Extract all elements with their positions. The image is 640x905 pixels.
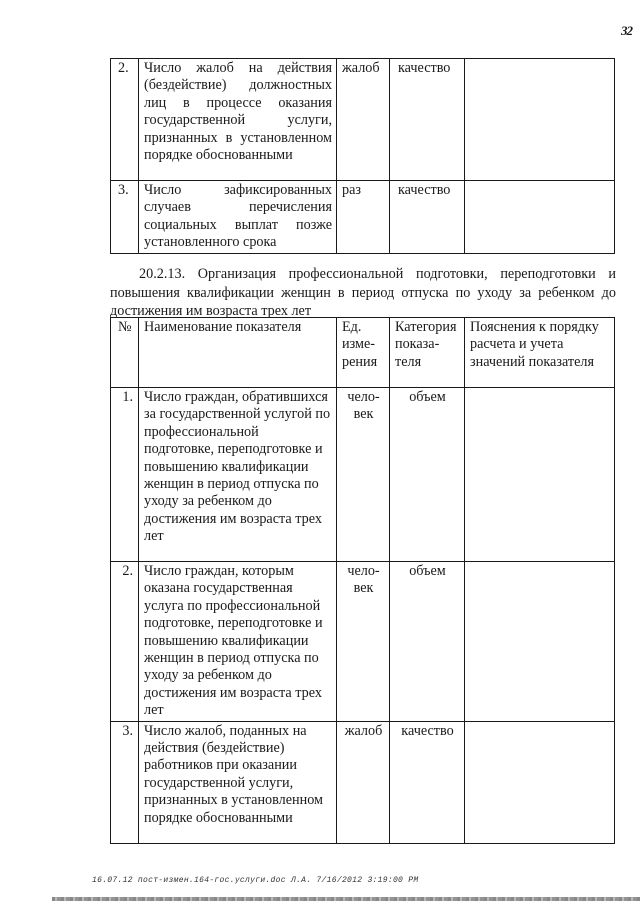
table-row (111, 59, 615, 181)
document-footer: 16.07.12 пост-измен.164-гос.услуги.doc Л.А. 7/16/2012 3:19:00 PM (92, 876, 419, 885)
indicator-name: Число жалоб, поданных на действия (бездействие) работников при оказании государственной услуги, признанных в установленном порядке обоснованными (139, 721, 337, 843)
header-note: Пояснения к порядку расчета и учета значений показателя (465, 318, 615, 388)
indicator-category: качество (390, 721, 465, 843)
indicator-note (465, 59, 615, 181)
row-number: 1. (111, 388, 139, 562)
header-category: Категория показа-теля (390, 318, 465, 388)
indicator-name: Число граждан, которым оказана государственная услуга по профессиональной подготовке, переподготовке и повышению квалификации женщин в период отпуска по уходу за ребенком до достижения им возраста трех лет (139, 562, 337, 722)
indicator-unit: жалоб (337, 721, 390, 843)
table-row (111, 721, 615, 843)
indicator-category: качество (390, 181, 465, 254)
indicator-category: объем (390, 388, 465, 562)
table-row (111, 562, 615, 722)
row-number: 2. (111, 562, 139, 722)
header-name: Наименование показателя (139, 318, 337, 388)
indicator-note (465, 721, 615, 843)
indicator-unit: чело-век (337, 388, 390, 562)
row-number: 2. (111, 59, 139, 181)
indicator-table (110, 317, 615, 844)
indicator-note (465, 562, 615, 722)
indicator-note (465, 388, 615, 562)
indicator-unit: чело-век (337, 562, 390, 722)
row-number: 3. (111, 721, 139, 843)
indicator-category: качество (390, 59, 465, 181)
scan-edge (52, 897, 640, 901)
header-number: № (111, 318, 139, 388)
indicator-category: объем (390, 562, 465, 722)
row-number: 3. (111, 181, 139, 254)
page-number: 32 (621, 23, 632, 38)
indicator-unit: жалоб (337, 59, 390, 181)
indicator-name: Число жалоб на действия (бездействие) должностных лиц в процессе оказания государственной услуги, признанных в установленном порядке обоснованными (139, 59, 337, 181)
indicator-note (465, 181, 615, 254)
section-heading: 20.2.13. Организация профессиональной подготовки, переподготовки и повышения квалификации женщин в период отпуска по уходу за ребенком до достижения им возраста трех лет (110, 266, 616, 319)
indicator-unit: раз (337, 181, 390, 254)
table-row (111, 181, 615, 254)
header-unit: Ед. изме-рения (337, 318, 390, 388)
indicator-name: Число зафиксированных случаев перечисления социальных выплат позже установленного срока (139, 181, 337, 254)
indicator-name: Число граждан, обратившихся за государственной услугой по профессиональной подготовке, переподготовке и повышению квалификации женщин в период отпуска по уходу за ребенком до достижения им возраста трех лет (139, 388, 337, 562)
table-header-row (111, 318, 615, 388)
table-row (111, 388, 615, 562)
indicator-table-continued (110, 58, 615, 254)
